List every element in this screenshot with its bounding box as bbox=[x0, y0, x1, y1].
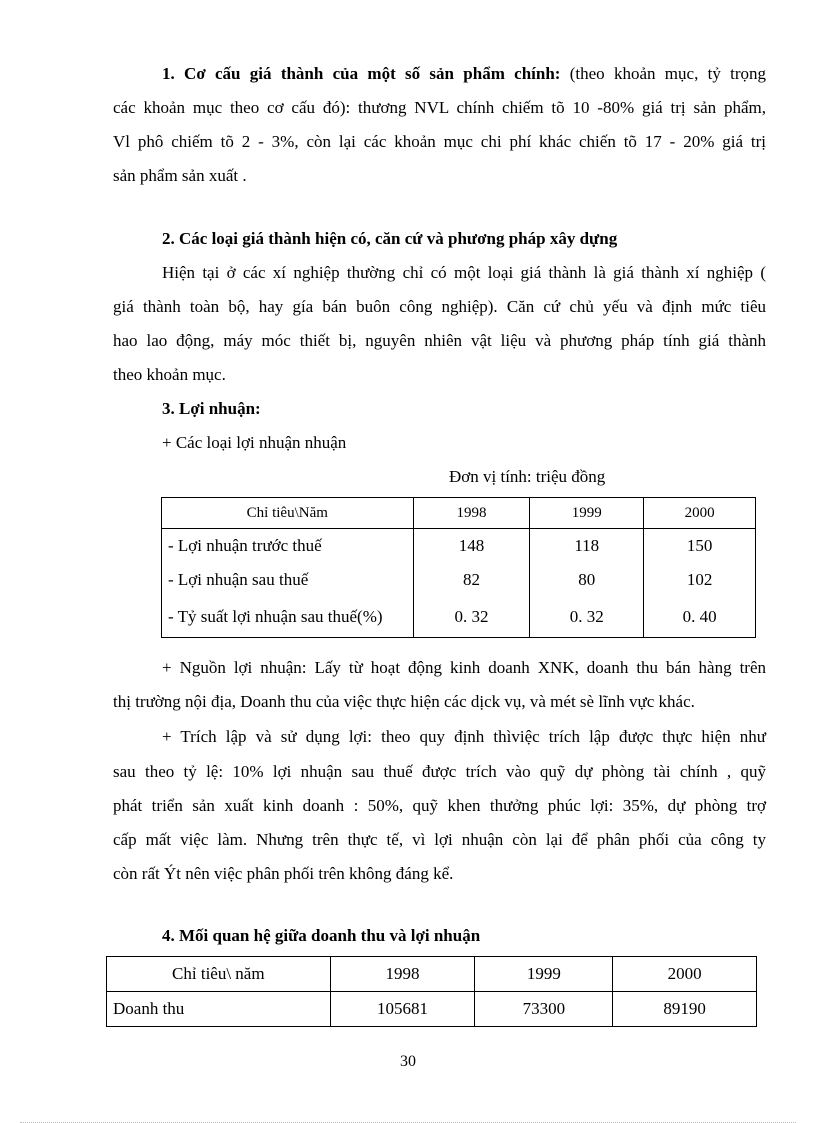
sec2-heading-text: 2. Các loại giá thành hiện có, căn cứ và phương pháp xây dựng bbox=[162, 229, 618, 248]
page-number: 30 bbox=[400, 1053, 416, 1070]
alloc-line3: phát triển sản xuất kinh doanh : 50%, quỹ khen thưởng phúc lợi: 35%, dự phòng trợ bbox=[113, 796, 766, 815]
sec2-line4: theo khoản mục. bbox=[113, 365, 226, 384]
table-header-cell: 2000 bbox=[613, 957, 757, 992]
sec2-line1: Hiện tại ở các xí nghiệp thường chỉ có một loại giá thành là giá thành xí nghiệp ( bbox=[162, 263, 766, 282]
sec1-heading: 1. Cơ cấu giá thành của một số sản phẩm chính: bbox=[162, 64, 561, 83]
table-row bbox=[162, 597, 756, 638]
sec2-line3: hao lao động, máy móc thiết bị, nguyên nhiên vật liệu và phương pháp tính giá thành bbox=[113, 331, 766, 350]
table-cell: - Tỷ suất lợi nhuận sau thuế(%) bbox=[162, 597, 414, 638]
table-header-row bbox=[162, 498, 756, 529]
alloc-line4: cấp mất việc làm. Nhưng trên thực tế, vì lợi nhuận còn lại để phân phối của công ty bbox=[113, 830, 766, 849]
table-cell: 0. 32 bbox=[413, 597, 530, 638]
table-cell: 73300 bbox=[475, 992, 613, 1027]
sec1-line1 bbox=[162, 63, 766, 85]
table-cell: Doanh thu bbox=[107, 992, 331, 1027]
table-header-cell: Chỉ tiêu\Năm bbox=[162, 498, 414, 529]
sec4-heading bbox=[162, 925, 480, 947]
sec1-line3: Vl phô chiếm tõ 2 - 3%, còn lại các khoản mục chi phí khác chiến tõ 17 - 20% giá trị bbox=[113, 132, 766, 151]
alloc-line1: + Trích lập và sử dụng lợi: theo quy định thìviệc trích lập được thực hiện như bbox=[162, 727, 766, 746]
table-cell: 0. 32 bbox=[530, 597, 644, 638]
table-cell: 105681 bbox=[330, 992, 475, 1027]
profit-table bbox=[161, 497, 756, 638]
unit-label: Đơn vị tính: triệu đồng bbox=[449, 467, 606, 486]
source-line2: thị trường nội địa, Doanh thu của việc thực hiện các dịck vụ, và mét sè lĩnh vực khác. bbox=[113, 692, 695, 711]
sec2-heading bbox=[162, 228, 617, 250]
sec2-line2: giá thành toàn bộ, hay gía bán buôn công nghiệp). Căn cứ chủ yếu và định mức tiêu bbox=[113, 297, 766, 316]
table-header-cell: 1998 bbox=[330, 957, 475, 992]
sec3-heading bbox=[162, 398, 261, 420]
table-cell: 80 bbox=[530, 563, 644, 597]
sec1-line2: các khoản mục theo cơ cấu đó): thương NVL chính chiếm tõ 10 -80% giá trị sản phẩm, bbox=[113, 98, 766, 117]
table-cell: - Lợi nhuận sau thuế bbox=[162, 563, 414, 597]
table-cell: 102 bbox=[644, 563, 756, 597]
sec1-line4: sản phẩm sản xuất . bbox=[113, 166, 247, 185]
table-row bbox=[162, 529, 756, 564]
sec3-sub: + Các loại lợi nhuận nhuận bbox=[162, 433, 347, 452]
sec1-line1-rest: (theo khoản mục, tỷ trọng bbox=[569, 64, 767, 83]
alloc-line5: còn rất Ýt nên việc phân phối trên không đáng kể. bbox=[113, 864, 454, 883]
table-cell: 89190 bbox=[613, 992, 757, 1027]
table-row bbox=[162, 563, 756, 597]
table-header-cell: 1998 bbox=[413, 498, 530, 529]
table-cell: 82 bbox=[413, 563, 530, 597]
alloc-line2: sau theo tỷ lệ: 10% lợi nhuận sau thuế được trích vào quỹ dự phòng tài chính , quỹ bbox=[113, 762, 766, 781]
table-header-cell: 1999 bbox=[475, 957, 613, 992]
table-cell: 150 bbox=[644, 529, 756, 564]
source-line1: + Nguồn lợi nhuận: Lấy từ hoạt động kinh doanh XNK, doanh thu bán hàng trên bbox=[162, 658, 766, 677]
table-header-row bbox=[107, 957, 757, 992]
table-header-cell: 1999 bbox=[530, 498, 644, 529]
table-row bbox=[107, 992, 757, 1027]
sec4-heading-text: 4. Mối quan hệ giữa doanh thu và lợi nhuận bbox=[162, 926, 481, 945]
table-cell: 0. 40 bbox=[644, 597, 756, 638]
table-header-cell: 2000 bbox=[644, 498, 756, 529]
table-cell: 118 bbox=[530, 529, 644, 564]
sec3-heading-text: 3. Lợi nhuận: bbox=[162, 399, 261, 418]
revenue-table bbox=[106, 956, 757, 1027]
table-cell: 148 bbox=[413, 529, 530, 564]
table-header-cell: Chỉ tiêu\ năm bbox=[107, 957, 331, 992]
table-cell: - Lợi nhuận trước thuế bbox=[162, 529, 414, 564]
